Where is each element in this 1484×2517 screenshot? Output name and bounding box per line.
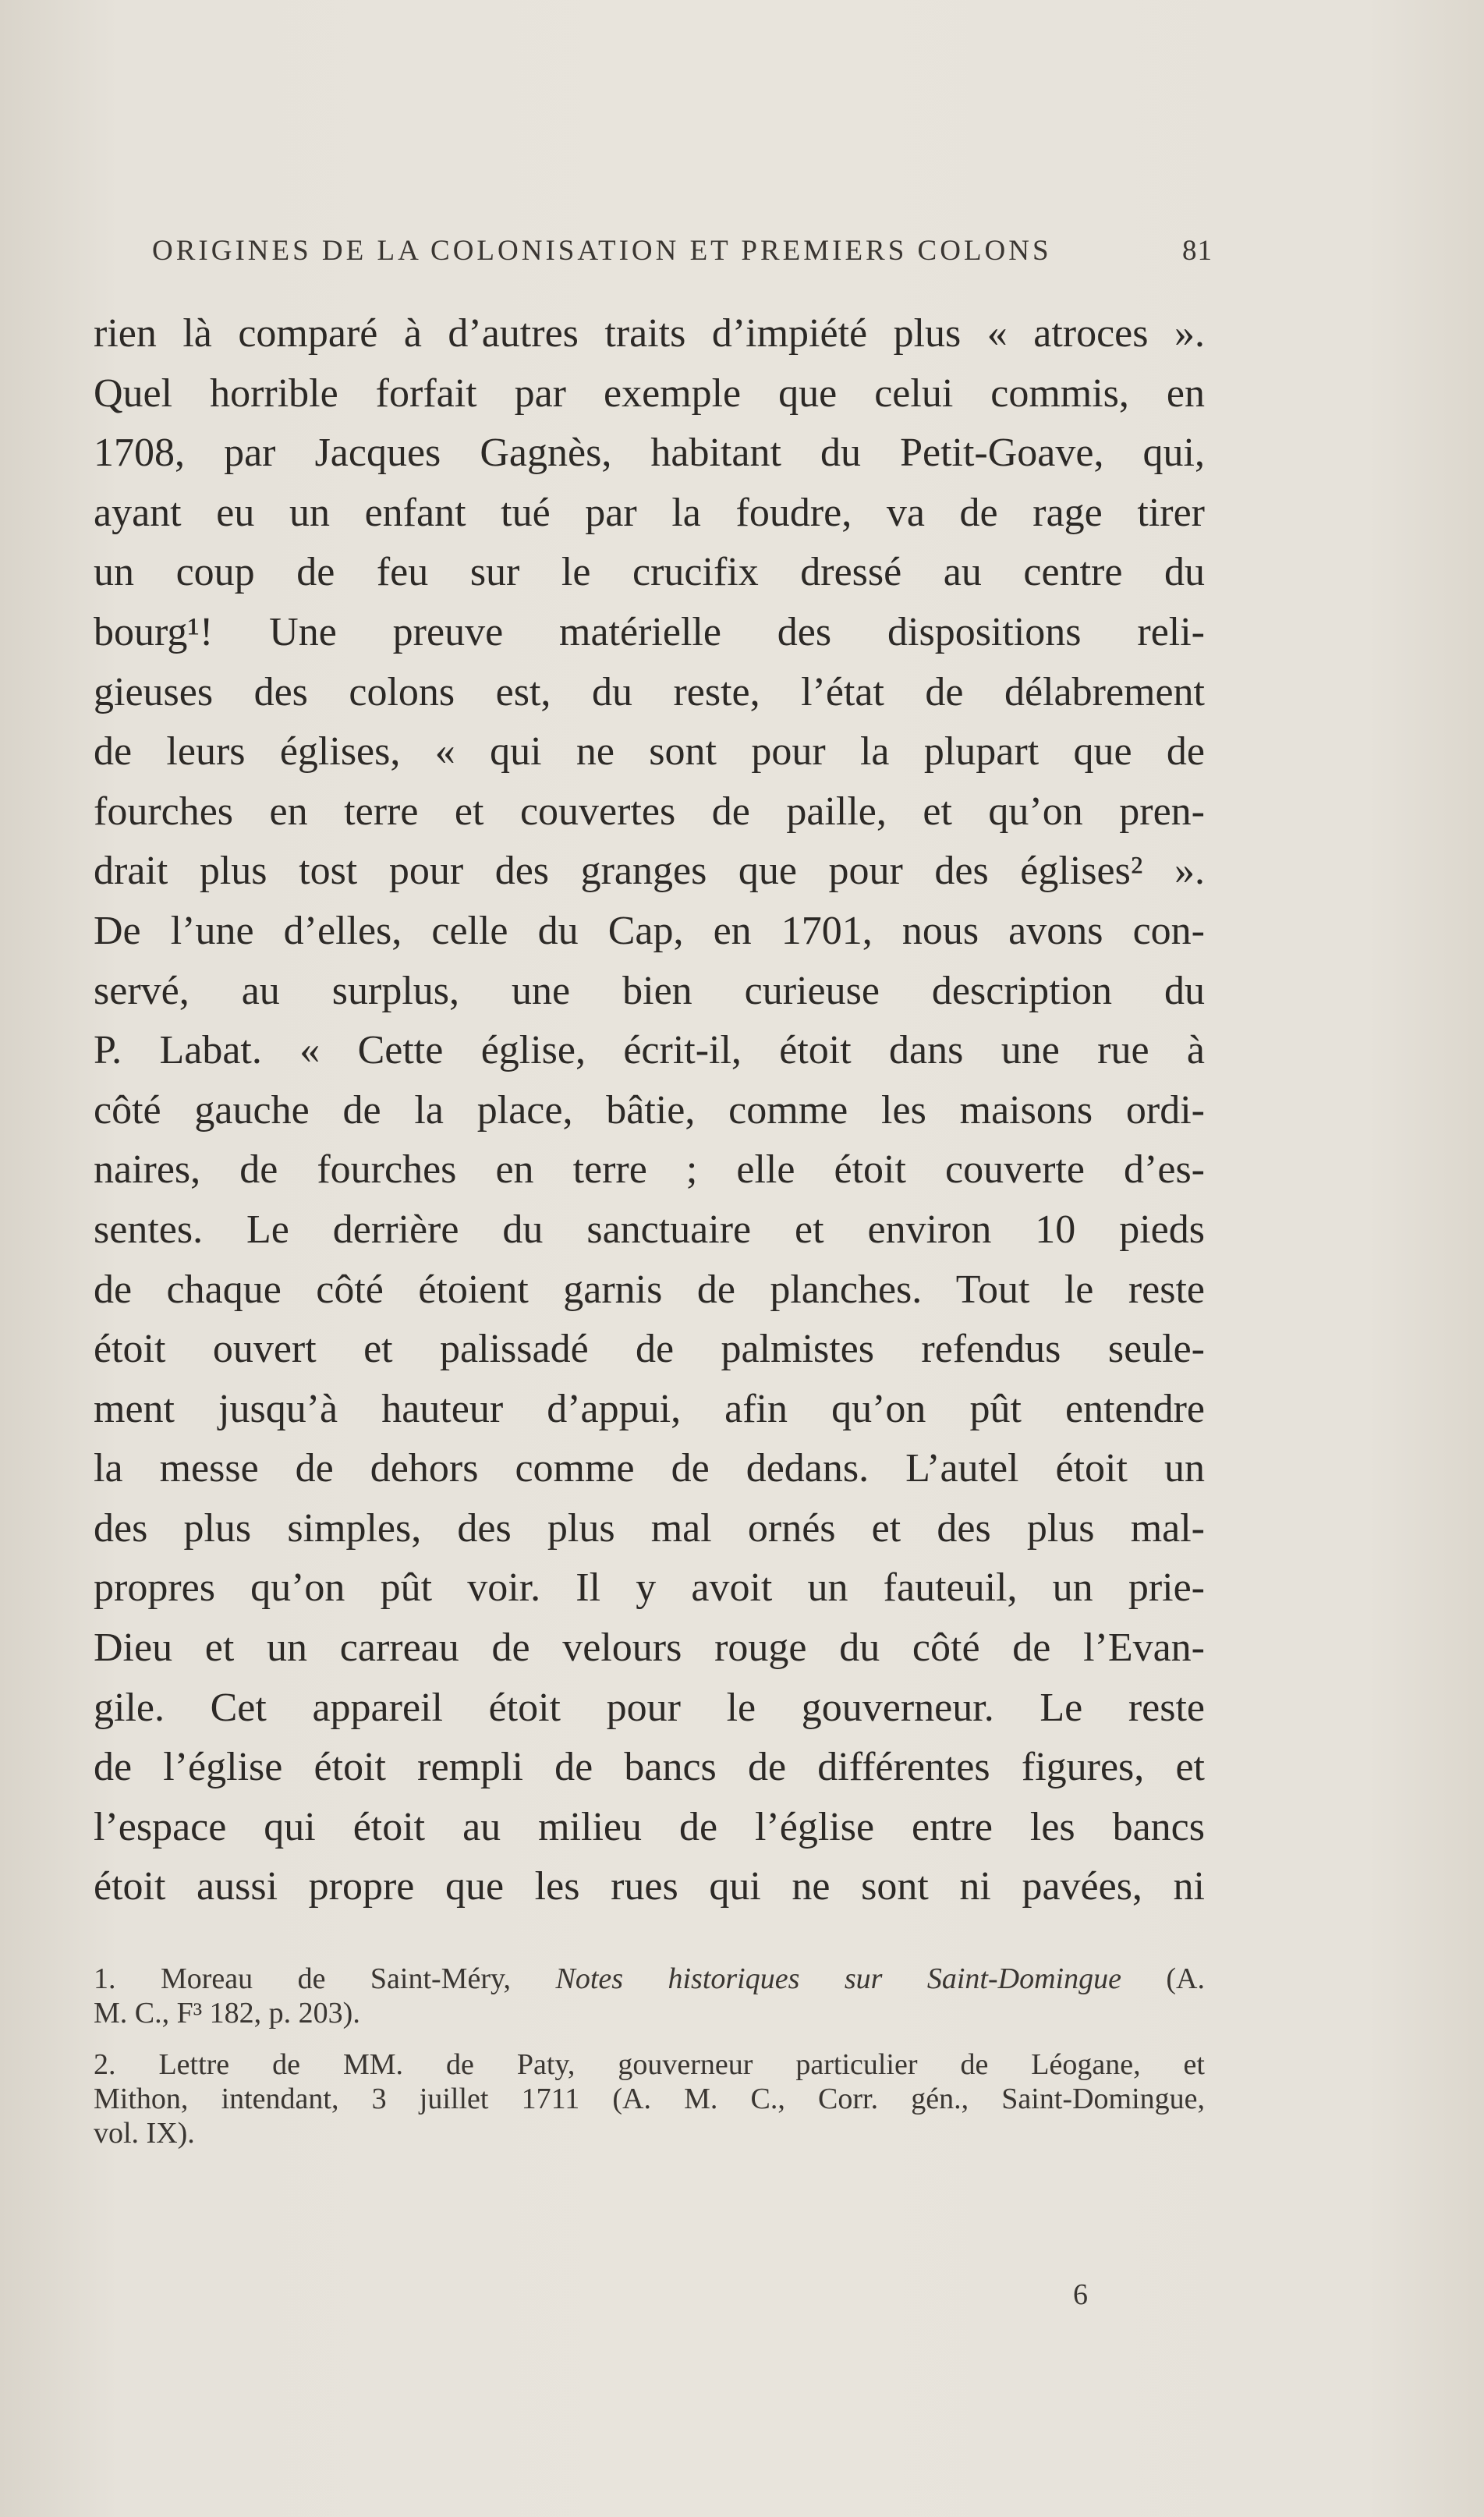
text-line: drait plus tost pour des granges que pour des églises² ». (94, 849, 1205, 894)
text-line: l’espace qui étoit au milieu de l’église entre les bancs (94, 1804, 1205, 1849)
text-line: servé, au surplus, une bien curieuse description du (94, 968, 1205, 1013)
footnote-line: 1. Moreau de Saint-Méry, Notes historiques sur Saint-Domingue (A. (94, 1962, 1205, 1995)
text-line: propres qu’on pût voir. Il y avoit un fauteuil, un prie- (94, 1565, 1205, 1611)
footnote-1 (94, 1962, 1205, 2030)
text-line: Quel horrible forfait par exemple que celui commis, en (94, 370, 1205, 416)
text-line: côté gauche de la place, bâtie, comme les maisons ordi- (94, 1087, 1205, 1133)
text-line: de l’église étoit rempli de bancs de différentes figures, et (94, 1745, 1205, 1790)
text-line: la messe de dehors comme de dedans. L’autel étoit un (94, 1446, 1205, 1491)
footnote-line: M. C., F³ 182, p. 203). (94, 1997, 360, 2030)
text-line: De l’une d’elles, celle du Cap, en 1701, nous avons con- (94, 908, 1205, 953)
text-line: ment jusqu’à hauteur d’appui, afin qu’on pût entendre (94, 1386, 1205, 1431)
text-line: rien là comparé à d’autres traits d’impiété plus « atroces ». (94, 311, 1205, 356)
running-title: ORIGINES DE LA COLONISATION ET PREMIERS COLONS (152, 235, 1052, 267)
text-line: P. Labat. « Cette église, écrit-il, étoit dans une rue à (94, 1028, 1205, 1073)
page-number: 81 (1182, 235, 1213, 267)
footnote-2 (94, 2047, 1205, 2150)
text-line: des plus simples, des plus mal ornés et des plus mal- (94, 1505, 1205, 1551)
text-line: de chaque côté étoient garnis de planches. Tout le reste (94, 1267, 1205, 1312)
text-line: étoit aussi propre que les rues qui ne sont ni pavées, ni (94, 1864, 1205, 1909)
running-header (152, 234, 1213, 281)
text-line: de leurs églises, « qui ne sont pour la plupart que de (94, 729, 1205, 775)
text-line: un coup de feu sur le crucifix dressé au centre du (94, 550, 1205, 595)
text-line: 1708, par Jacques Gagnès, habitant du Petit-Goave, qui, (94, 431, 1205, 476)
text-line: sentes. Le derrière du sanctuaire et environ 10 pieds (94, 1207, 1205, 1252)
footnote-line: vol. IX). (94, 2117, 195, 2150)
text-line: fourches en terre et couvertes de paille, et qu’on pren- (94, 789, 1205, 834)
text-line: gile. Cet appareil étoit pour le gouverneur. Le reste (94, 1685, 1205, 1730)
text-line: gieuses des colons est, du reste, l’état de délabrement (94, 669, 1205, 714)
footnote-line: 2. Lettre de MM. de Paty, gouverneur particulier de Léogane, et (94, 2048, 1205, 2081)
footnote-line: Mithon, intendant, 3 juillet 1711 (A. M. C., Corr. gén., Saint-Domingue, (94, 2083, 1205, 2115)
text-line: ayant eu un enfant tué par la foudre, va de rage tirer (94, 490, 1205, 535)
text-line: naires, de fourches en terre ; elle étoit couverte d’es- (94, 1147, 1205, 1193)
text-line: Dieu et un carreau de velours rouge du côté de l’Evan- (94, 1625, 1205, 1671)
text-line: étoit ouvert et palissadé de palmistes refendus seule- (94, 1327, 1205, 1372)
signature-mark: 6 (1073, 2278, 1088, 2311)
footnotes (94, 1962, 1205, 2168)
text-line: bourg¹! Une preuve matérielle des dispositions reli- (94, 609, 1205, 654)
main-text (94, 304, 1205, 1917)
